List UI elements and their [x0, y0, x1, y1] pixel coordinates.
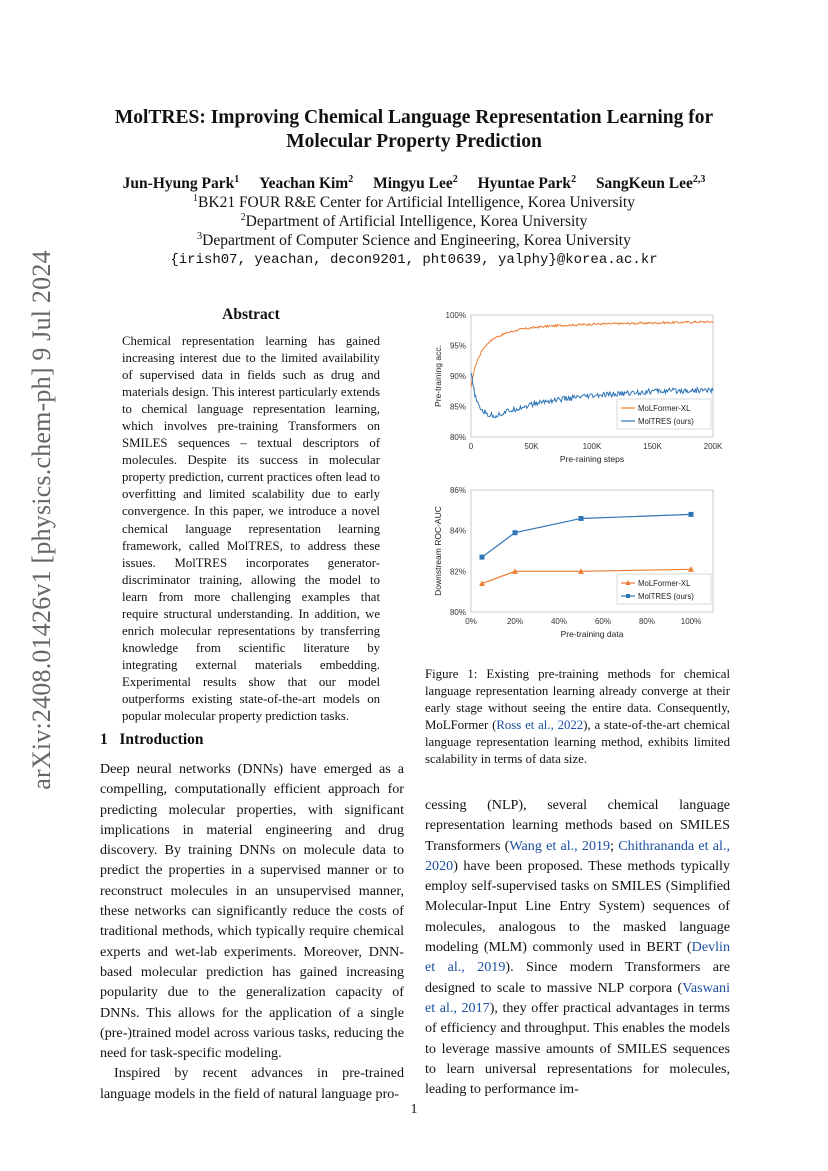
author: Mingyu Lee$^2$	[373, 174, 458, 193]
chart-pretraining-accuracy	[433, 311, 723, 464]
citation-link[interactable]: Wang et al., 2019	[509, 837, 611, 854]
y-tick-label: 100%	[445, 311, 466, 320]
legend-marker	[626, 594, 630, 598]
citation-link[interactable]: Devlin et al., 2019	[425, 939, 730, 976]
legend-label: MoLFormer-XL	[638, 404, 691, 413]
author: SangKeun Lee$^{2,3}$	[595, 174, 706, 193]
citation-link[interactable]: Ross et al., 2022	[496, 718, 584, 733]
x-tick-label: 200K	[703, 442, 723, 451]
author: Hyuntae Park$^2$	[477, 174, 577, 193]
affiliation-1: $^1$BK21 FOUR R&E Center for Artificial Intelligence, Korea University	[193, 193, 635, 212]
series-line	[482, 514, 691, 557]
x-tick-label: 0	[468, 442, 474, 451]
series-line	[471, 321, 713, 387]
y-tick-label: 82%	[449, 567, 466, 577]
page-number: 1	[410, 1102, 418, 1117]
author: Yeachan Kim$^2$	[259, 174, 354, 193]
y-axis-label: Pre-training acc.	[433, 345, 443, 407]
y-tick-label: 86%	[449, 486, 466, 495]
abstract-body: Chemical representation learning has gained increasing interest due to the limited availability of supervised data in fields such as drug and materials design. This interest particularly extends to chemical language representation learning, which involves pre-training Transformers on SMILES sequences – textual descriptors of molecules. Despite its success in molecular property prediction, current practices often lead to overfitting and limited scalability due to early convergence. In this paper, we introduce a novel chemical language representation learning framework, called MolTRES, to address these issues. MolTRES incorporates generator-discriminator training, allowing the model to learn from more challenging examples that require structural understanding. In addition, we enrich molecular representations by transferring knowledge from scientific literature by integrating external materials embedding. Experimental results show that our model outperforms existing state-of-the-art models on popular molecular property prediction tasks.	[122, 334, 380, 724]
intro-paragraph-3: cessing (NLP), several chemical language representation learning methods based on SMILES Transformers (Wang et al., 2019; Chithrananda et al., 2020) have been proposed. These methods typically employ self-supervised tasks on SMILES (Simplified Molecular-Input Line Entry System) sequences of molecules, analogous to the masked language modeling (MLM) commonly used in BERT (Devlin et al., 2019). Since modern Transformers are designed to scale to massive NLP corpora (Vaswani et al., 2017), they offer practical advantages in terms of efficiency and throughput. This enables the models to leverage massive amounts of SMILES sequences to learn universal representations for molecules, leading to performance im-	[425, 797, 731, 1098]
paper-title	[100, 106, 728, 154]
x-axis-label: Pre-raining steps	[559, 454, 625, 464]
arxiv-identifier: arXiv:2408.01426v1 [physics.chem-ph] 9 Jul 2024	[27, 250, 56, 790]
data-point	[480, 555, 485, 560]
abstract-heading: Abstract	[222, 306, 280, 323]
title-line-1: MolTRES: Improving Chemical Language Representation Learning for	[114, 107, 714, 128]
x-tick-label: 0%	[465, 617, 477, 626]
data-point	[513, 530, 518, 535]
x-tick-label: 40%	[550, 617, 568, 626]
legend-label: MolTRES (ours)	[638, 592, 694, 601]
y-tick-label: 95%	[449, 341, 466, 351]
chart-downstream-roc-auc	[433, 486, 713, 639]
y-tick-label: 85%	[449, 402, 466, 412]
legend-label: MoLFormer-XL	[638, 579, 691, 588]
x-tick-label: 20%	[506, 617, 524, 626]
author: Jun-Hyung Park$^1$	[122, 174, 240, 193]
x-tick-label: 50K	[524, 442, 539, 451]
author-emails[interactable]: {irish07, yeachan, decon9201, pht0639, yalphy}@korea.ac.kr	[170, 252, 658, 268]
intro-paragraph-2: Inspired by recent advances in pre-trained language models in the field of natural language pro-	[100, 1065, 404, 1102]
affiliation-2: $^2$Department of Artificial Intelligence, Korea University	[240, 212, 588, 231]
section-heading-introduction: 1 Introduction	[100, 731, 204, 748]
intro-right-column	[425, 795, 730, 1099]
x-tick-label: 60%	[594, 617, 612, 626]
arxiv-side-label	[20, 120, 64, 920]
intro-paragraph-1: Deep neural networks (DNNs) have emerged as a compelling, computationally efficient approach for predicting molecular properties, with significant implications in material engineering and drug discovery. By training DNNs on molecule data to predict the properties in a supervised manner or to reconstruct molecules in an unsupervised manner, these networks can significantly reduce the costs of traditional methods, which typically require chemical experts and wet-lab experiments. Moreover, DNN-based molecular prediction has gained increasing popularity due to the generalization capacity of DNNs. This allows for the application of a single (pre-)trained model across various tasks, reducing the need for task-specific modeling.	[100, 761, 404, 1062]
x-tick-label: 80%	[638, 617, 656, 626]
x-axis-label: Pre-training data	[560, 629, 624, 639]
author-list	[90, 174, 738, 193]
x-tick-label: 100K	[582, 442, 602, 451]
y-tick-label: 80%	[449, 433, 466, 442]
y-tick-label: 84%	[449, 526, 466, 536]
figure-1-caption: Figure 1: Existing pre-training methods for chemical language representation learning already converge at their early stage without seeing the entire data. Consequently, MoLFormer (Ross et al., 2022), a state-of-the-art chemical language representation learning method, exhibits limited scalability in terms of data size.	[425, 667, 730, 767]
data-point	[579, 516, 584, 521]
x-tick-label: 100%	[680, 617, 702, 626]
y-axis-label: Downstream ROC-AUC	[433, 506, 443, 596]
citation-link[interactable]: Vaswani et al., 2017	[425, 979, 730, 1016]
legend-label: MolTRES (ours)	[638, 417, 694, 426]
x-tick-label: 150K	[643, 442, 662, 451]
y-tick-label: 90%	[449, 372, 466, 381]
title-line-2: Molecular Property Prediction	[286, 131, 542, 152]
data-point	[689, 512, 694, 517]
y-tick-label: 80%	[449, 608, 466, 617]
citation-link[interactable]: Chithrananda et al., 2020	[425, 837, 731, 874]
intro-left-column	[100, 759, 404, 1104]
affiliation-3: $^3$Department of Computer Science and Engineering, Korea University	[197, 231, 631, 250]
figure-1	[425, 305, 730, 650]
